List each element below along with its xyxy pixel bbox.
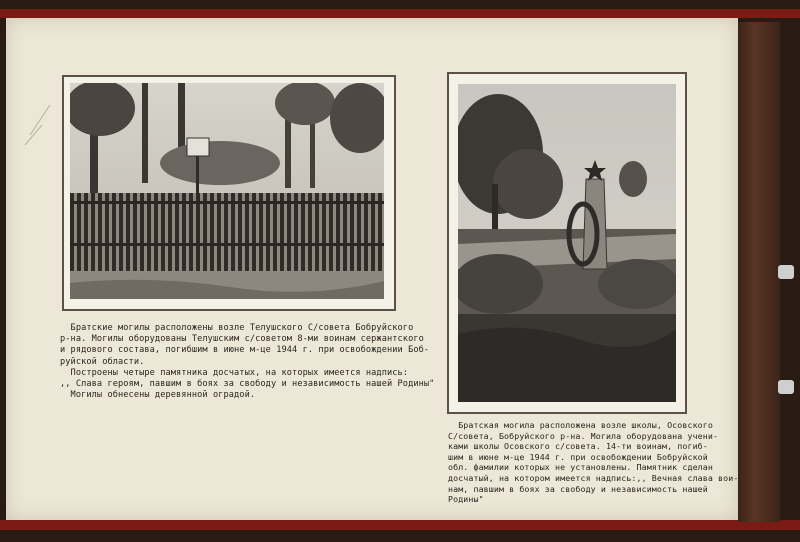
caption-right-line: шим в июне м-це 1944 г. при освобождении Бобруйской <box>448 451 708 462</box>
caption-left-line: Могилы обнесены деревянной оградой. <box>60 390 256 401</box>
caption-left-line: Построены четыре памятника досчатых, на которых имеется надпись: <box>60 367 409 378</box>
caption-left-line: ,, Слава героям, павшим в боях за свободу и независимость нашей Родины" <box>60 379 435 390</box>
caption-right-line: Братская могила расположена возле школы, Осовского <box>448 420 713 430</box>
caption-right <box>448 420 738 505</box>
photo-obelisk-grave <box>458 84 676 402</box>
caption-right-line: ками школы Осовского с/совета. 14-ти воинам, погиб- <box>448 441 708 452</box>
photo-frame-left <box>62 75 396 311</box>
photo-fenced-graves <box>70 83 384 299</box>
caption-left-line: Братские могилы расположены возле Телушского С/совета Бобруйского <box>60 323 414 333</box>
binding-ring-icon <box>778 380 794 394</box>
caption-left <box>60 323 434 401</box>
album-top-edge <box>0 9 800 18</box>
caption-right-line: обл. фамилии которых не установлены. Памятник сделан <box>448 462 713 473</box>
album-bottom-edge <box>0 520 800 530</box>
pencil-doodle <box>20 95 60 155</box>
caption-left-line: руйской области. <box>60 356 145 367</box>
photo-frame-right <box>447 72 687 414</box>
caption-right-line: досчатый, на котором имеется надпись:,, Вечная слава вои- <box>448 472 739 483</box>
obelisk-grave-image <box>458 84 676 402</box>
caption-right-line: нам, павшим в боях за свободу и независимость нашей <box>448 483 708 494</box>
caption-right-line: С/совета, Бобруйского р-на. Могила оборудована учени- <box>448 430 719 441</box>
album-spine <box>738 22 780 522</box>
fenced-graves-image <box>70 83 384 299</box>
caption-left-line: р-на. Могилы оборудованы Телушским с/советом 8-ми воинам сержантского <box>60 334 424 345</box>
caption-right-line: Родины" <box>448 494 484 505</box>
binding-ring-icon <box>778 265 794 279</box>
caption-left-line: и рядового состава, погибшим в июне м-це 1944 г. при освобождении Боб- <box>60 345 430 356</box>
